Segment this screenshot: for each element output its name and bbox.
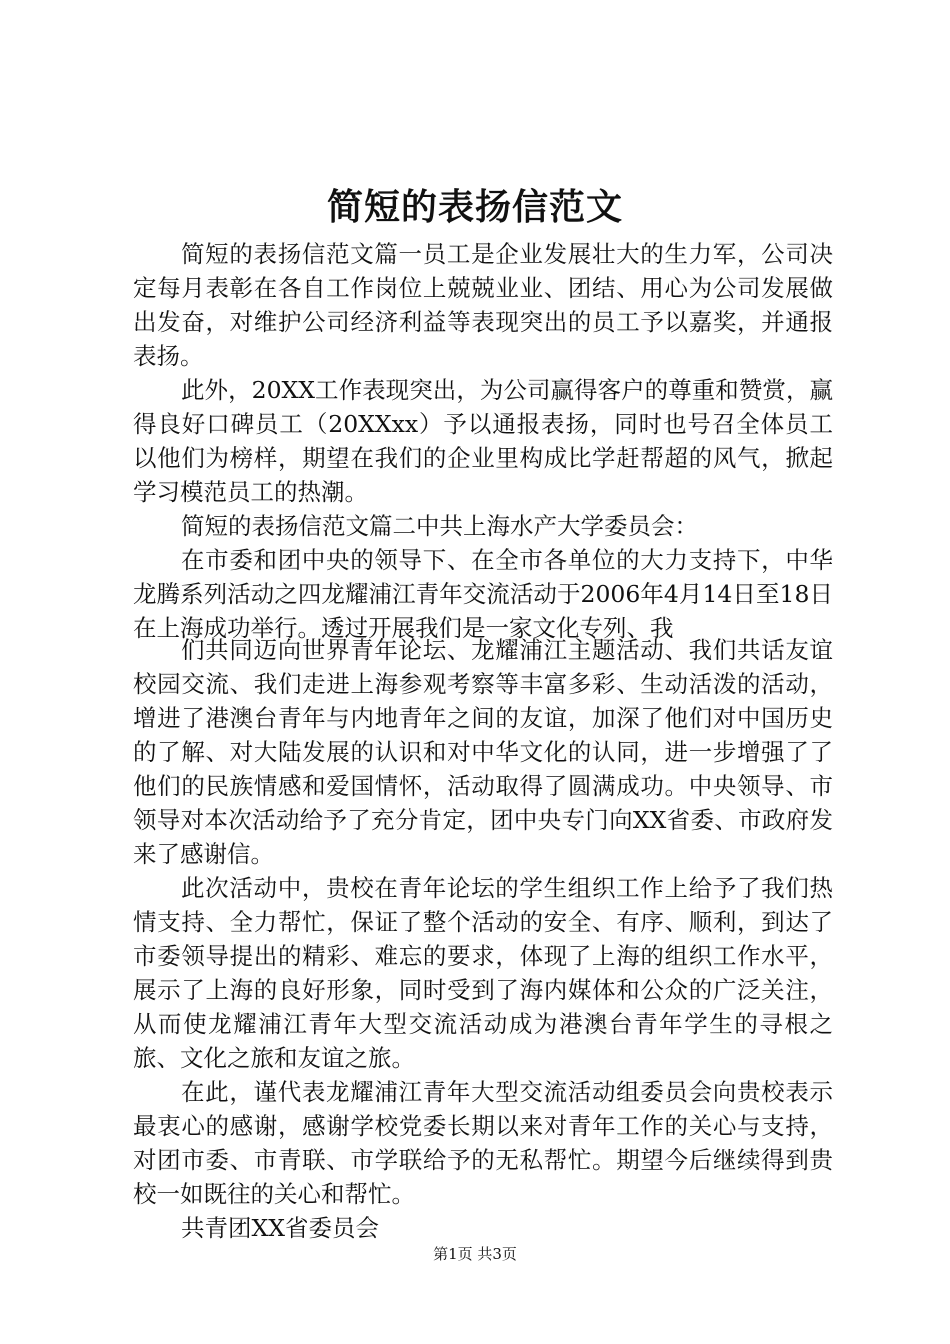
paragraph: 此外，20XX工作表现突出，为公司赢得客户的尊重和赞赏，赢得良好口碑员工（20XXxx）予以通报表扬，同时也号召全体员工以他们为榜样，期望在我们的企业里构成比学赶帮超的风气，掀起学习模范员工的热潮。 bbox=[133, 376, 833, 506]
body-text-block-1 bbox=[133, 237, 833, 645]
page-title: 简短的表扬信范文 bbox=[326, 186, 623, 228]
paragraph: 们共同迈向世界青年论坛、龙耀浦江主题活动、我们共话友谊校园交流、我们走进上海参观考察等丰富多彩、生动活泼的活动，增进了港澳台青年与内地青年之间的友谊，加深了他们对中国历史的了解、对大陆发展的认识和对中华文化的认同，进一步增强了了他们的民族情感和爱国情怀，活动取得了圆满成功。中央领导、市领导对本次活动给予了充分肯定，团中央专门向XX省委、市政府发来了感谢信。 bbox=[133, 636, 833, 868]
body-text-block-2 bbox=[133, 633, 833, 1245]
paragraph: 简短的表扬信范文篇二中共上海水产大学委员会： bbox=[181, 512, 698, 540]
paragraph: 简短的表扬信范文篇一员工是企业发展壮大的生力军，公司决定每月表彰在各自工作岗位上兢兢业业、团结、用心为公司发展做出发奋，对维护公司经济利益等表现突出的员工予以嘉奖，并通报表扬。 bbox=[133, 240, 833, 370]
page-number-footer: 第1页 共3页 bbox=[433, 1245, 517, 1263]
paragraph: 此次活动中，贵校在青年论坛的学生组织工作上给予了我们热情支持、全力帮忙，保证了整个活动的安全、有序、顺利，到达了市委领导提出的精彩、难忘的要求，体现了上海的组织工作水平，展示了上海的良好形象，同时受到了海内媒体和公众的广泛关注，从而使龙耀浦江青年大型交流活动成为港澳台青年学生的寻根之旅、文化之旅和友谊之旅。 bbox=[133, 874, 833, 1072]
paragraph: 在此，谨代表龙耀浦江青年大型交流活动组委员会向贵校表示最衷心的感谢，感谢学校党委长期以来对青年工作的关心与支持，对团市委、市青联、市学联给予的无私帮忙。期望今后继续得到贵校一如既往的关心和帮忙。 bbox=[133, 1078, 833, 1208]
signature-line: 共青团XX省委员会 bbox=[181, 1214, 379, 1242]
paragraph: 在市委和团中央的领导下、在全市各单位的大力支持下，中华龙腾系列活动之四龙耀浦江青年交流活动于2006年4月14日至18日在上海成功举行。透过开展我们是一家文化专列、我 bbox=[133, 546, 833, 642]
